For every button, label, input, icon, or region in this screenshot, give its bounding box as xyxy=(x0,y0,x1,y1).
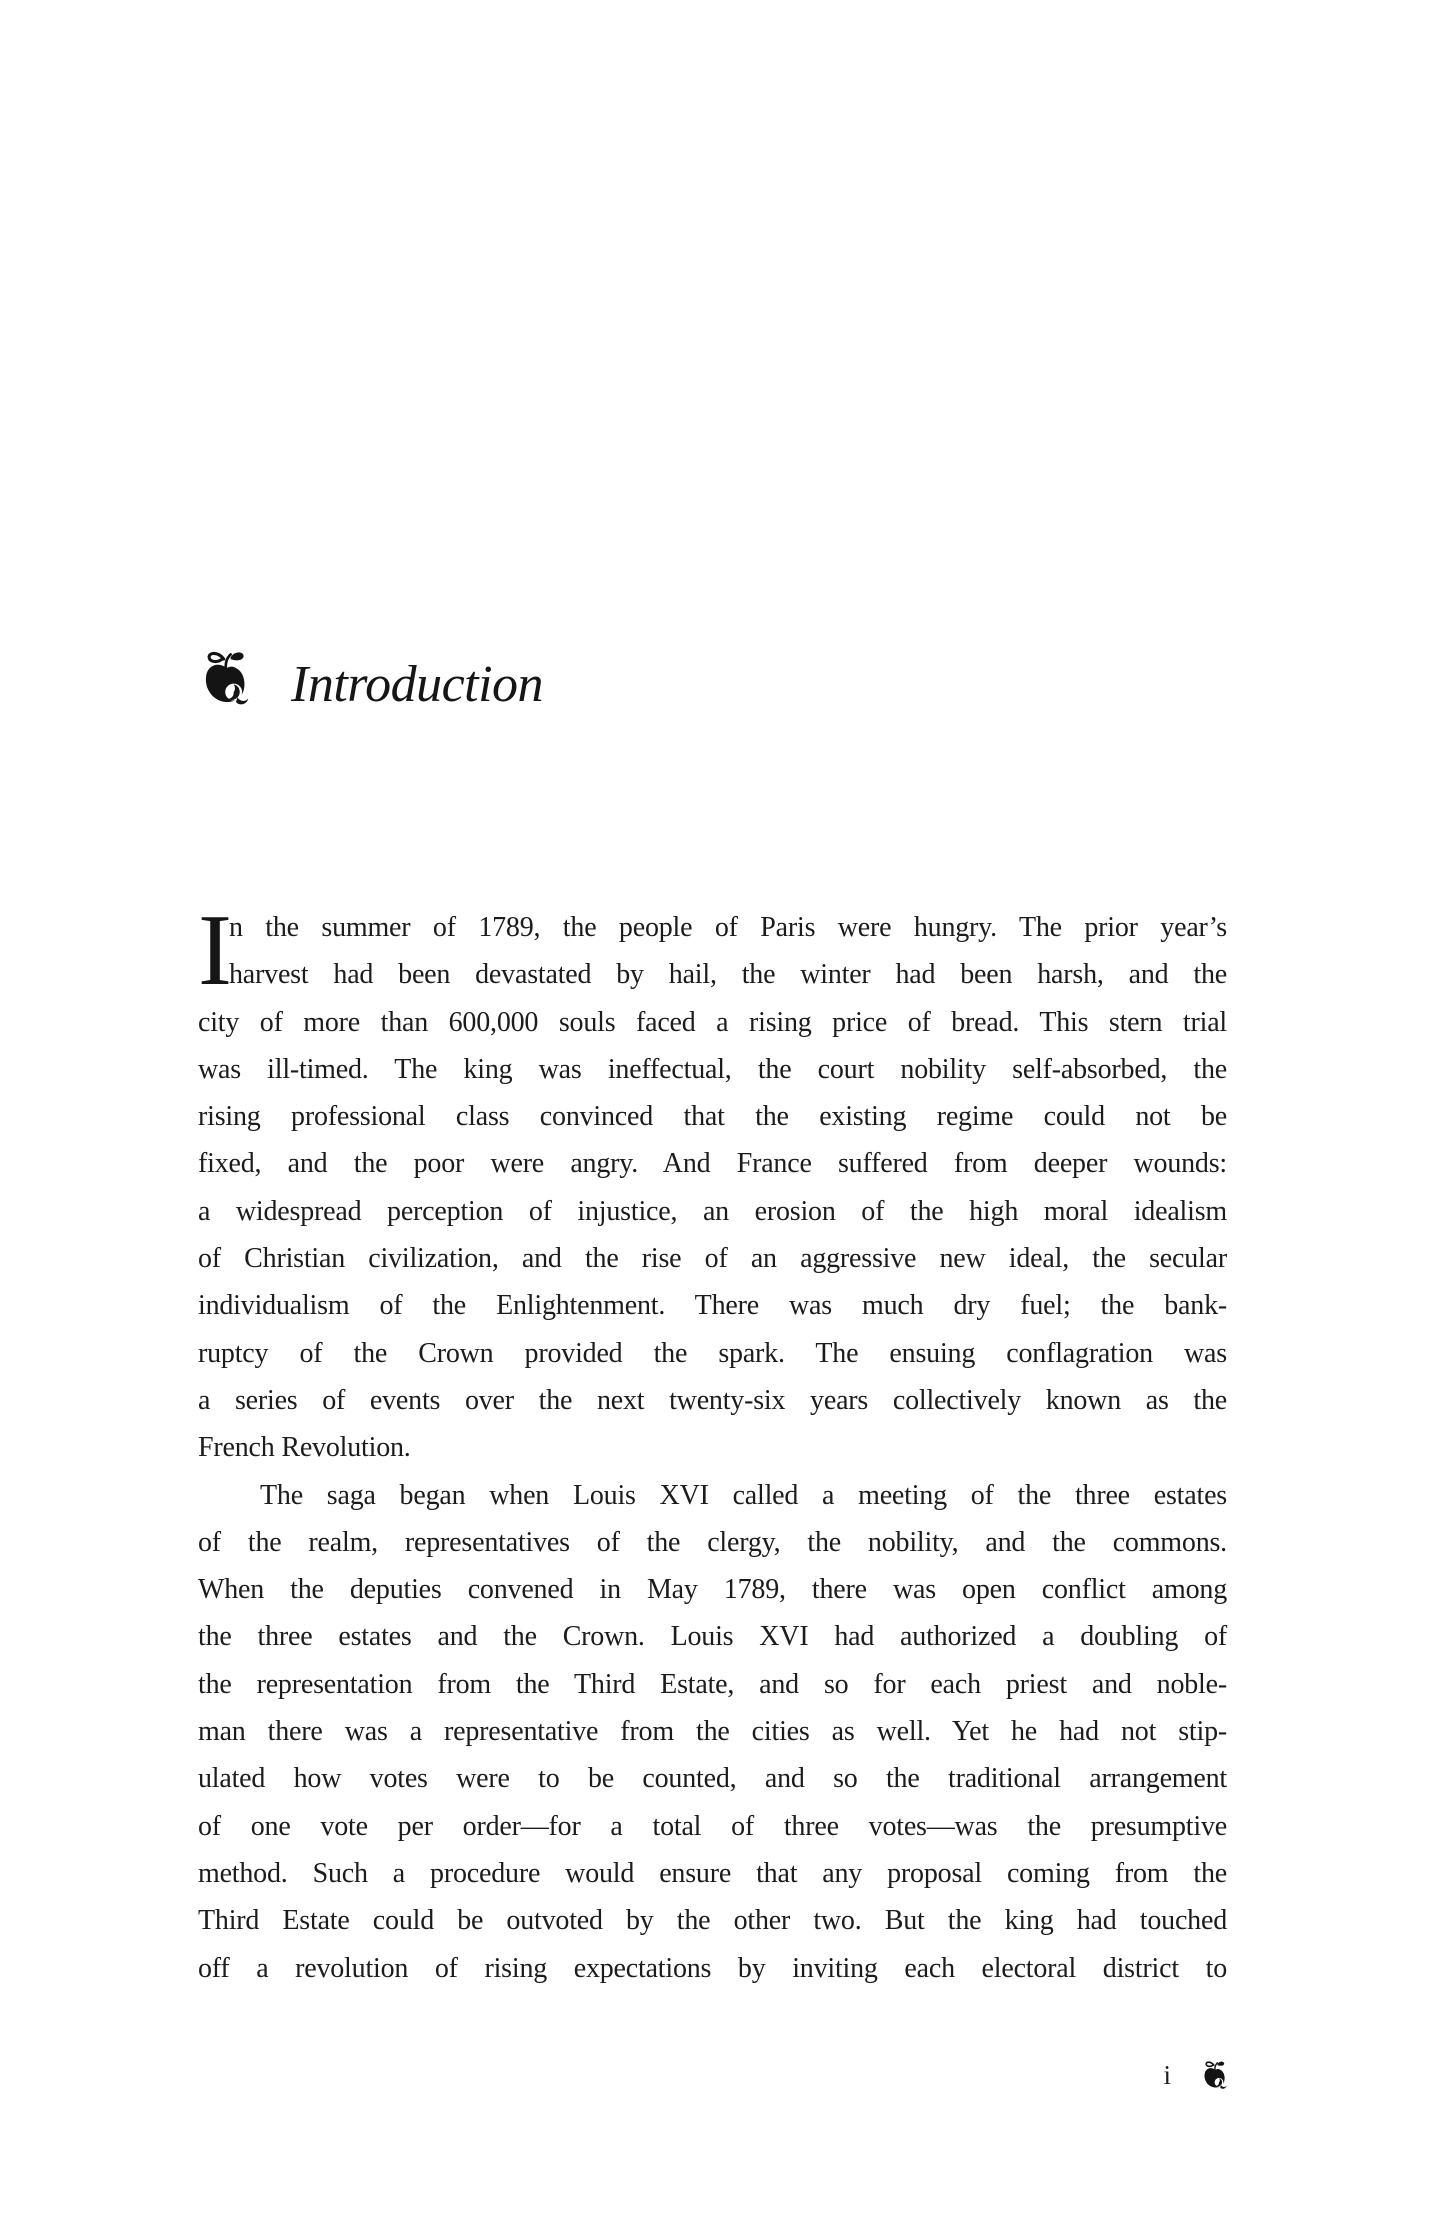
text-line: rising professional class convinced that the existing regime could not be xyxy=(198,1101,1227,1133)
text-line: The saga began when Louis XVI called a meeting of the three estates xyxy=(260,1479,1227,1511)
text-line: man there was a representative from the cities as well. Yet he had not stip- xyxy=(198,1716,1227,1748)
text-line: was ill-timed. The king was ineffectual, the court nobility self-absorbed, the xyxy=(198,1053,1227,1085)
text-line: fixed, and the poor were angry. And France suffered from deeper wounds: xyxy=(198,1148,1227,1180)
chapter-title: Introduction xyxy=(291,656,544,713)
page-footer xyxy=(198,2054,1227,2096)
text-line: of one vote per order—for a total of three votes—was the presumptive xyxy=(198,1810,1227,1842)
text-line: method. Such a procedure would ensure that any proposal coming from the xyxy=(198,1857,1227,1889)
text-line: a widespread perception of injustice, an erosion of the high moral idealism xyxy=(198,1195,1227,1227)
text-line: the representation from the Third Estate, and so for each priest and noble- xyxy=(198,1668,1227,1700)
text-line: French Revolution. xyxy=(198,1432,411,1464)
body-text xyxy=(198,894,1227,1992)
apple-fleuron-icon xyxy=(203,647,249,711)
text-line: of Christian civilization, and the rise of an aggressive new ideal, the secular xyxy=(198,1243,1227,1275)
text-line: off a revolution of rising expectations by inviting each electoral district to xyxy=(198,1952,1227,1984)
text-line: a series of events over the next twenty-six years collectively known as the xyxy=(198,1384,1227,1416)
text-line: Third Estate could be outvoted by the other two. But the king had touched xyxy=(198,1905,1227,1937)
text-line: city of more than 600,000 souls faced a rising price of bread. This stern trial xyxy=(198,1006,1227,1038)
text-line: the three estates and the Crown. Louis XVI had authorized a doubling of xyxy=(198,1621,1227,1653)
text-line: individualism of the Enlightenment. There was much dry fuel; the bank- xyxy=(198,1290,1227,1322)
text-line: ulated how votes were to be counted, and so the traditional arrangement xyxy=(198,1763,1227,1795)
text-line: harvest had been devastated by hail, the winter had been harsh, and the xyxy=(229,959,1227,991)
text-line: n the summer of 1789, the people of Paris were hungry. The prior year’s xyxy=(229,912,1227,943)
text-line: When the deputies convened in May 1789, there was open conflict among xyxy=(198,1574,1227,1606)
apple-fleuron-icon xyxy=(1203,2059,1227,2092)
text-line: of the realm, representatives of the clergy, the nobility, and the commons. xyxy=(198,1526,1227,1558)
page-number: i xyxy=(1163,2060,1171,2090)
drop-cap: I xyxy=(198,894,232,1007)
text-line: ruptcy of the Crown provided the spark. The ensuing conflagration was xyxy=(198,1337,1227,1369)
